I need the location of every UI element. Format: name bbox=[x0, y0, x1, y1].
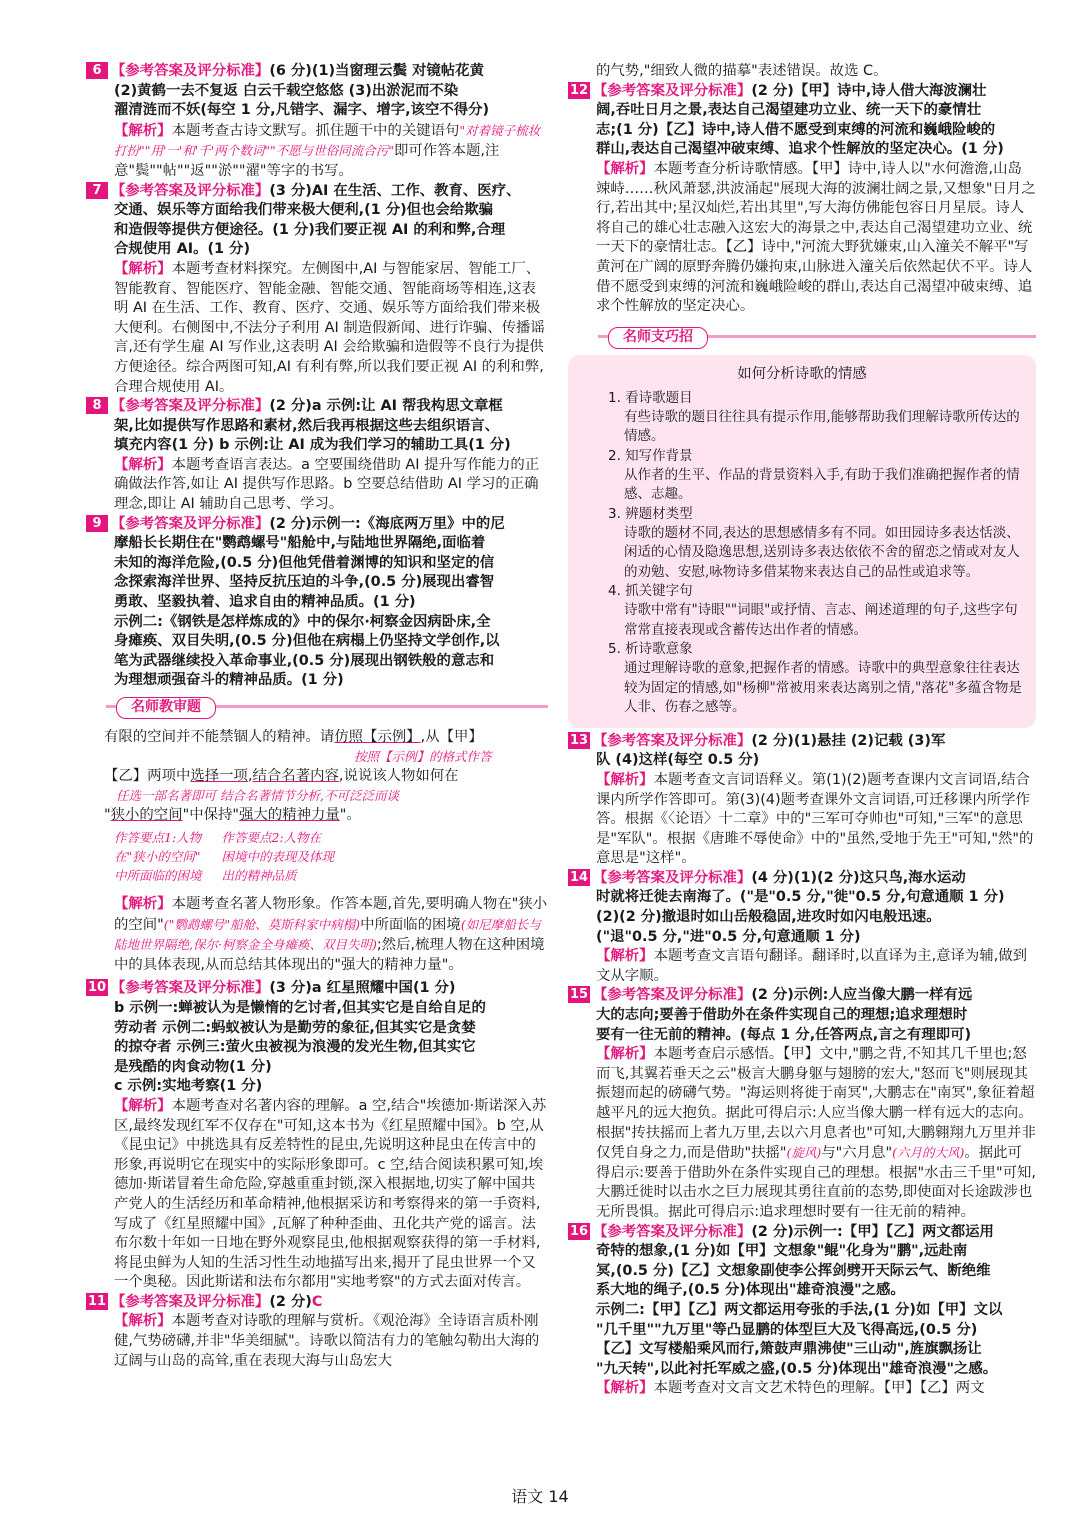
handwritten-note: 任选一部名著即可 结合名著情节分析,不可泛泛而谈 bbox=[116, 788, 399, 803]
answer-tag: 【参考答案及评分标准】 bbox=[111, 1293, 270, 1310]
question-13: 13 【参考答案及评分标准】(2 分)(1)悬挂 (2)记载 (3)军 队 (4)这样(每空 0.5 分) 【解析】本题考查文言词语释义。第(1)(2)题考查课内文言词语,结合课内所学作答即可。第(3)(4)题考查课外文言词语,可迁移课内所学作答。根据《〈论语〉十二章》中的"三军可夺帅也"可知,"三军"的意思是"军队"。根据《唐雎不辱使命》中的"虽然,受地于先王"可知,"然"的意思是"这样"。 bbox=[568, 732, 1036, 869]
handwritten-note: (六月的大风) bbox=[892, 1145, 965, 1161]
tips-heading: 如何分析诗歌的情感 bbox=[737, 365, 867, 382]
question-15: 15 【参考答案及评分标准】(2 分)示例:人应当像大鹏一样有远 大的志向;要善于借助外在条件实现自己的理想;追求理想时 要有一往无前的精神。(每点 1 分,任答两点,言之有理即可) 【解析】本题考查启示感悟。【甲】文中,"鹏之背,不知其几千里也;怒而飞,其翼若垂天之云"极言大鹏身躯与翅膀的宏大,"怒而飞"则展现其振翅而起的磅礴气势。"海运则将徙于南冥",大鹏志在"南冥",象征着超越平凡的远大抱负。据此可得启示:人应当像大鹏一样有远大的志向。根据"抟扶摇而上者九万里,去以六月息者也"可知,大鹏翱翔九万里并非仅凭自身之力,而是借助"扶摇"(旋风)与"六月息"(六月的大风)。据此可得启示:要善于借助外在条件实现自己的理想。根据"水击三千里"可知,大鹏迁徙时以击水之巨力展现其勇往直前的态势,即使面对长途跋涉也无所畏惧。据此可得启示:追求理想时要有一往无前的精神。 bbox=[568, 986, 1036, 1222]
explanation: 【解析】本题考查文言词语释义。第(1)(2)题考查课内文言词语,结合课内所学作答即可。第(3)(4)题考查课外文言词语,可迁移课内所学作答。根据《〈论语〉十二章》中的"三军可夺帅也"可知,"三军"的意思是"军队"。根据《唐雎不辱使命》中的"虽然,受地于先王"可知,"然"的意思是"这样"。 bbox=[596, 771, 1034, 867]
question-12: 12 【参考答案及评分标准】(2 分)【甲】诗中,诗人借大海波澜壮 阔,吞吐日月之景,表达自己渴望建功立业、统一天下的豪情壮 志;(1 分)【乙】诗中,诗人借不愿受到束缚的河流和巍峨险峻的 群山,表达自己渴望冲破束缚、追求个性解放的坚定决心。(1 分) 【解析】本题考查分析诗歌情感。【甲】诗中,诗人以"水何澹澹,山岛竦峙……秋风萧瑟,洪波涌起"展现大海的波澜壮阔之景,又想象"日月之行,若出其中;星汉灿烂,若出其里",写大海仿佛能包容日月星辰。诗人将自己的雄心壮志融入这宏大的海景之中,表达自己渴望建功立业、统一天下的豪情壮志。【乙】诗中,"河流大野犹嫌束,山入潼关不解平"写黄河在广阔的原野奔腾仍嫌拘束,山脉进入潼关后依然起伏不平。诗人借不愿受到束缚的河流和巍峨险峻的群山,表达自己渴望冲破束缚、追求个性解放的坚定决心。 bbox=[568, 82, 1036, 317]
question-number: 15 bbox=[569, 987, 589, 1003]
question-number: 6 bbox=[86, 62, 108, 79]
question-11-continued: 的气势,"细致人微的描摹"表述错误。故选 C。 bbox=[596, 63, 888, 79]
handwritten-note: (旋风) bbox=[786, 1145, 822, 1161]
explanation: 【解析】本题考查古诗文默写。抓住题干中的关键语句"对着镜子梳妆打扮""用'一'和'千'两个数词""不愿与世俗同流合污"即可作答本题,注意"鬓""帖""返""淤""濯"等字的书写。 bbox=[114, 122, 541, 179]
handwritten-note: (如尼摩船长与陆地世界隔绝,保尔·柯察金全身瘫痪、双目失明) bbox=[114, 916, 541, 953]
tip-item: 2. 知写作背景 从作者的生平、作品的背景资料入手,有助于我们准确把握作者的情感、志趣。 bbox=[608, 447, 1020, 503]
key-points bbox=[104, 828, 542, 885]
question-16: 16 【参考答案及评分标准】(2 分)示例一:【甲】【乙】两文都运用 奇特的想象,(1 分)如【甲】文想象"鲲"化身为"鹏",远赴南 冥,(0.5 分)【乙】文想象副使李公挥剑劈开天际云气、断绝维 系大地的绳子,(0.5 分)体现出"雄奇浪漫"之感。 示例二:【甲】【乙】两文都运用夸张的手法,(1 分)如【甲】文以 "几千里""九万里"等凸显鹏的体型巨大及飞得高远,(0.5 分) 【乙】文写楼船乘风而行,箫鼓声鼎沸使"三山动",旌旗飘扬让 "九天转",以此衬托军威之盛,(0.5 分)体现出"雄奇浪漫"之感。 【解析】本题考查对文言文艺术特色的理解。【甲】【乙】两文 bbox=[568, 1223, 1036, 1399]
explanation: 【解析】本题考查对名著内容的理解。a 空,结合"埃德加·斯诺深入苏区,最终发现红军不仅存在"可知,这本书为《红星照耀中国》。b 空,从《昆虫记》中挑选具有反差特性的昆虫,先说明这种昆虫在传言中的形象,再说明它在现实中的实际形象即可。c 空,结合阅读积累可知,埃德加·斯诺冒着生命危险,穿越重重封锁,深入根据地,切实了解中国共产党人的生活经历和革命精神,他根据采访和考察得来的第一手资料,写成了《红星照耀中国》,瓦解了种种歪曲、丑化共产党的谣言。法布尔数十年如一日地在野外观察昆虫,他根据观察获得的第一手材料,将昆虫鲜为人知的生活习性生动地描写出来,揭开了昆虫世界一个又一个奥秘。因此斯诺和法布尔都用"实地考察"的方式去面对传言。 bbox=[114, 1097, 547, 1291]
key-point-2: 作答要点2:人物在 困境中的表现及体现 出的精神品质 bbox=[221, 830, 335, 883]
answer-tag: 【参考答案及评分标准】 bbox=[593, 732, 752, 749]
tip-item: 3. 辨题材类型 诗歌的题材不同,表达的思想感情多有不同。如田园诗多表达恬淡、闲适的心情及隐逸思想,送别诗多表达依依不舍的留恋之情或对友人的劝勉、安慰,咏物诗多借某物来表达自己的品性或追求等。 bbox=[608, 505, 1020, 580]
right-column bbox=[568, 62, 1036, 1472]
question-number: 16 bbox=[569, 1223, 589, 1239]
explanation: 【解析】本题考查分析诗歌情感。【甲】诗中,诗人以"水何澹澹,山岛竦峙……秋风萧瑟,洪波涌起"展现大海的波澜壮阔之景,又想象"日月之行,若出其中;星汉灿烂,若出其里",写大海仿佛能包容日月星辰。诗人将自己的雄心壮志融入这宏大的海景之中,表达自己渴望建功立业、统一天下的豪情壮志。【乙】诗中,"河流大野犹嫌束,山入潼关不解平"写黄河在广阔的原野奔腾仍嫌拘束,山脉进入潼关后依然起伏不平。诗人借不愿受到束缚的河流和巍峨险峻的群山,表达自己渴望冲破束缚、追求个性解放的坚定决心。 bbox=[596, 160, 1036, 315]
key-point-1: 作答要点1:人物 在"狭小的空间" 中所面临的困境 bbox=[114, 830, 202, 883]
explanation: 【解析】本题考查文言语句翻译。翻译时,以直译为主,意译为辅,做到文从字顺。 bbox=[596, 948, 1028, 984]
question-14: 14 【参考答案及评分标准】(4 分)(1)(2 分)这只鸟,海水运动 时就将迁徙去南海了。("是"0.5 分,"徙"0.5 分,句意通顺 1 分) (2)(2 分)撤退时如山岳般稳固,进攻时如闪电般迅速。 ("退"0.5 分,"进"0.5 分,句意通顺 1 分) 【解析】本题考查文言语句翻译。翻译时,以直译为主,意译为辅,做到文从字顺。 bbox=[568, 869, 1036, 987]
handwritten-note: "对着镜子梳妆打扮""用'一'和'千'两个数词""不 bbox=[114, 122, 541, 159]
page-footer: 语文 14 bbox=[511, 1487, 569, 1506]
answer-tag: 【参考答案及评分标准】 bbox=[593, 869, 752, 886]
question-number: 10 bbox=[87, 980, 107, 996]
explanation: 【解析】本题考查对诗歌的理解与赏析。《观沧海》全诗语言质朴刚健,气势磅礴,并非"华美细腻"。诗歌以简洁有力的笔触勾勒出大海的辽阔与山岛的高耸,重在表现大海与山岛宏大 bbox=[114, 1313, 540, 1369]
question-number: 13 bbox=[569, 732, 589, 748]
question-6: 6 【参考答案及评分标准】(6 分)(1)当窗理云鬓 对镜帖花黄 (2)黄鹤一去不复返 白云千载空悠悠 (3)出淤泥而不染 濯清涟而不妖(每空 1 分,凡错字、漏字、增字,该空不得分) 【解析】本题考查古诗文默写。抓住题干中的关键语句"对着镜子梳妆打扮""用'一'和'千'两个数词""不愿与世俗同流合污"即可作答本题,注意"鬓""帖""返""淤""濯"等字的书写。 bbox=[86, 62, 548, 182]
answer-tag: 【参考答案及评分标准】 bbox=[111, 515, 270, 532]
box-banner bbox=[598, 327, 1036, 349]
box-title: 名师教审题 bbox=[116, 697, 216, 719]
teacher-question-review-box: 名师教审题 有限的空间并不能禁锢人的精神。请仿照【示例】,从【甲】 按照【示例】的格式作答 【乙】两项中选择一项,结合名著内容,说说该人物如何在 任选一部名著即可 结合名著情节分析,不可泛泛而谈 "狭小的空间"中保持"强大的精神力量"。 作答要点1:人物 在"狭小的空间" 中所面临的困境 作答要点2:人物在 困境中的表现及体现 出的精神品质 【解析】本题考查名著人物形象。作答本题,首先,要明确人物在"狭小的空间"("鹦鹉螺号"船舱、莫斯科家中病榻)中所面临的困境(如尼摩船长与陆地世界隔绝,保尔·柯察金全身瘫痪、双目失明);然后,梳理人物在这种困境中的具体表现,从而总结其体现出的"强大的精神力量"。 bbox=[86, 697, 548, 975]
handwritten-note: 愿与世俗同流合污" bbox=[288, 143, 394, 159]
answer-tag: 【参考答案及评分标准】 bbox=[593, 82, 752, 99]
answer-tag: 【参考答案及评分标准】 bbox=[111, 63, 270, 79]
question-11: 11 【参考答案及评分标准】(2 分)C 【解析】本题考查对诗歌的理解与赏析。《观沧海》全诗语言质朴刚健,气势磅礴,并非"华美细腻"。诗歌以简洁有力的笔触勾勒出大海的辽阔与山岛的高耸,重在表现大海与山岛宏大 bbox=[86, 1293, 548, 1371]
explanation: 【解析】本题考查对文言文艺术特色的理解。【甲】【乙】两文 bbox=[596, 1380, 985, 1397]
question-number: 14 bbox=[569, 869, 589, 885]
question-number: 7 bbox=[86, 182, 108, 199]
answer-choice: C bbox=[311, 1293, 323, 1310]
question-7: 7 【参考答案及评分标准】(3 分)AI 在生活、工作、教育、医疗、 交通、娱乐等方面给我们带来极大便利,(1 分)但也会给欺骗 和造假等提供方便途径。(1 分)我们要正视 AI 的利和弊,合理 合规使用 AI。(1 分) 【解析】本题考查材料探究。左侧图中,AI 与智能家居、智能工厂、智能教育、智能医疗、智能金融、智能交通、智能商场等相连,这表明 AI 在生活、工作、教育、医疗、交通、娱乐等方面给我们带来极大便利。右侧图中,不法分子利用 AI 制造假新闻、进行诈骗、传播谣言,还有学生雇 AI 写作业,这表明 AI 会给欺骗和造假等不良行为提供方便途径。综合两图可知,AI 有利有弊,所以我们要正视 AI 的利和弊,合理合规使用 AI。 bbox=[86, 182, 548, 398]
explanation: 【解析】本题考查名著人物形象。作答本题,首先,要明确人物在"狭小的空间"("鹦鹉螺号"船舱、莫斯科家中病榻)中所面临的困境(如尼摩船长与陆地世界隔绝,保尔·柯察金全身瘫痪、双目失明);然后,梳理人物在这种困境中的具体表现,从而总结其体现出的"强大的精神力量"。 bbox=[114, 896, 548, 973]
left-column bbox=[86, 62, 548, 1472]
question-number: 9 bbox=[86, 515, 108, 532]
explanation: 【解析】本题考查材料探究。左侧图中,AI 与智能家居、智能工厂、智能教育、智能医疗、智能金融、智能交通、智能商场等相连,这表明 AI 在生活、工作、教育、医疗、交通、娱乐等方面给我们带来极大便利。右侧图中,不法分子利用 AI 制造假新闻、进行诈骗、传播谣言,还有学生雇 AI 写作业,这表明 AI 会给欺骗和造假等不良行为提供方便途径。综合两图可知,AI 有利有弊,所以我们要正视 AI 的利和弊,合理合规使用 AI。 bbox=[114, 260, 545, 395]
answer-tag: 【参考答案及评分标准】 bbox=[593, 1223, 752, 1240]
teacher-tips-box bbox=[568, 327, 1036, 728]
answer-tag: 【参考答案及评分标准】 bbox=[111, 182, 270, 199]
question-number: 8 bbox=[86, 397, 108, 414]
handwritten-note: 按照【示例】的格式作答 bbox=[354, 749, 492, 764]
answer-tag: 【参考答案及评分标准】 bbox=[593, 987, 752, 1004]
explanation: 【解析】本题考查启示感悟。【甲】文中,"鹏之背,不知其几千里也;怒而飞,其翼若垂天之云"极言大鹏身躯与翅膀的宏大,"怒而飞"则展现其振翅而起的磅礴气势。"海运则将徙于南冥",大鹏志在"南冥",象征着超越平凡的远大抱负。据此可得启示:人应当像大鹏一样有远大的志向。根据"抟扶摇而上者九万里,去以六月息者也"可知,大鹏翱翔九万里并非仅凭自身之力,而是借助"扶摇"(旋风)与"六月息"(六月的大风)。据此可得启示:要善于借助外在条件实现自己的理想。根据"水击三千里"可知,大鹏迁徙时以击水之巨力展现其勇往直前的态势,即使面对长途跋涉也无所畏惧。据此可得启示:追求理想时要有一往无前的精神。 bbox=[596, 1046, 1036, 1220]
tip-item: 1. 看诗歌题目 有些诗歌的题目往往具有提示作用,能够帮助我们理解诗歌所传达的情感。 bbox=[608, 389, 1020, 445]
question-9: 9 【参考答案及评分标准】(2 分)示例一:《海底两万里》中的尼 摩船长长期住在"鹦鹉螺号"船舱中,与陆地世界隔绝,面临着 未知的海洋危险,(0.5 分)但他凭借着渊博的知识和坚定的信 念探索海洋世界、坚持反抗压迫的斗争,(0.5 分)展现出睿智 勇敢、坚毅执着、追求自由的精神品质。(1 分) 示例二:《钢铁是怎样炼成的》中的保尔·柯察金因病卧床,全 身瘫痪、双目失明,(0.5 分)但他在病榻上仍坚持文学创作,以 笔为武器继续投入革命事业,(0.5 分)展现出钢铁般的意志和 为理想顽强奋斗的精神品质。(1 分) bbox=[86, 515, 548, 691]
question-number: 11 bbox=[87, 1293, 107, 1309]
answer-tag: 【参考答案及评分标准】 bbox=[111, 398, 270, 415]
box-banner bbox=[106, 697, 548, 719]
handwritten-note: ("鹦鹉螺号"船舱、莫斯科家中病榻) bbox=[163, 916, 361, 932]
explanation: 【解析】本题考查语言表达。a 空要围绕借助 AI 提升写作能力的正确做法作答,如让 AI 提供写作思路。b 空要总结借助 AI 学习的正确理念,即让 AI 辅助自己思考、学习。 bbox=[114, 456, 540, 513]
question-10: 10 【参考答案及评分标准】(3 分)a 红星照耀中国(1 分) b 示例一:蝉被认为是懒惰的乞讨者,但其实它是自给自足的 劳动者 示例二:蚂蚁被认为是勤劳的象征,但其实它是贪婪 的掠夺者 示例三:萤火虫被视为浪漫的发光生物,但其实它 是残酷的肉食动物(1 分) c 示例:实地考察(1 分) 【解析】本题考查对名著内容的理解。a 空,结合"埃德加·斯诺深入苏区,最终发现红军不仅存在"可知,这本书为《红星照耀中国》。b 空,从《昆虫记》中挑选具有反差特性的昆虫,先说明这种昆虫在传言中的形象,再说明它在现实中的实际形象即可。c 空,结合阅读积累可知,埃德加·斯诺冒着生命危险,穿越重重封锁,深入根据地,切实了解中国共产党人的生活经历和革命精神,他根据采访和考察得来的第一手资料,写成了《红星照耀中国》,瓦解了种种歪曲、丑化共产党的谣言。法布尔数十年如一日地在野外观察昆虫,他根据观察获得的第一手材料,将昆虫鲜为人知的生活习性生动地描写出来,揭开了昆虫世界一个又一个奥秘。因此斯诺和法布尔都用"实地考察"的方式去面对传言。 bbox=[86, 979, 548, 1293]
question-8: 8 【参考答案及评分标准】(2 分)a 示例:让 AI 帮我构思文章框 架,比如提供写作思路和素材,然后我再根据这些去组织语言、 填充内容(1 分) b 示例:让 AI 成为我们学习的辅助工具(1 分) 【解析】本题考查语言表达。a 空要围绕借助 AI 提升写作能力的正确做法作答,如让 AI 提供写作思路。b 空要总结借助 AI 学习的正确理念,即让 AI 辅助自己思考、学习。 bbox=[86, 397, 548, 515]
answer-tag: 【参考答案及评分标准】 bbox=[111, 980, 270, 997]
question-number: 12 bbox=[569, 82, 589, 98]
box-title: 名师支巧招 bbox=[608, 327, 708, 349]
tip-item: 5. 析诗歌意象 通过理解诗歌的意象,把握作者的情感。诗歌中的典型意象往往表达较为固定的情感,如"杨柳"常被用来表达离别之情,"落花"多蕴含物是人非、伤春之感等。 bbox=[608, 641, 1022, 716]
tip-item: 4. 抓关键字句 诗歌中常有"诗眼""词眼"或抒情、言志、阐述道理的句子,这些字句常常直接表现或含蓄传达出作者的情感。 bbox=[608, 583, 1018, 638]
